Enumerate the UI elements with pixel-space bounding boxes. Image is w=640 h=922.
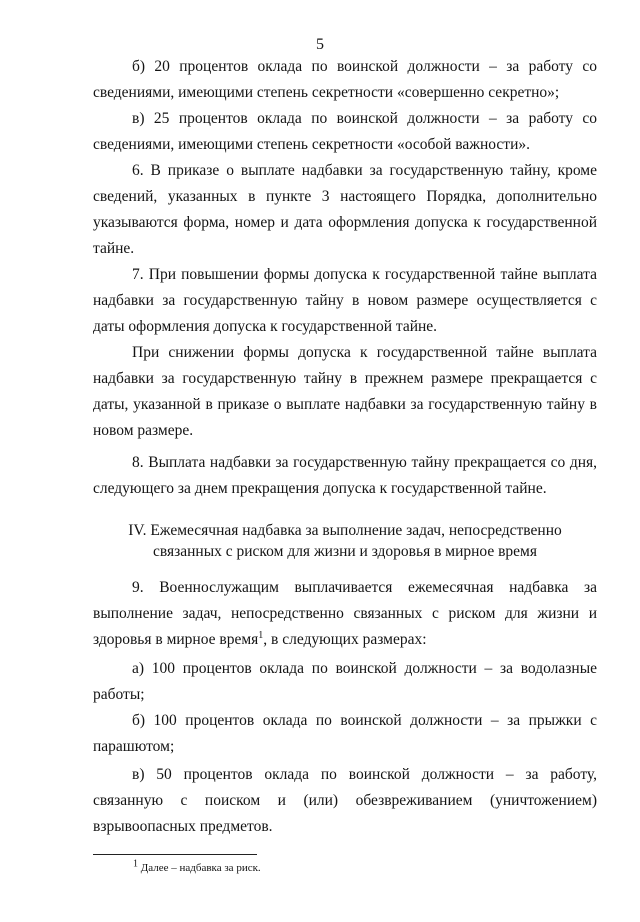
footnote-mark: 1 xyxy=(133,858,138,870)
paragraph-reduction: При снижении формы допуска к государственной тайне выплата надбавки за государственную тайну в прежнем размере прекращается с даты, указанной в приказе о выплате надбавки за государственную тайну в новом размере. xyxy=(93,344,597,439)
footnote-separator xyxy=(93,854,257,855)
footnote xyxy=(133,858,261,875)
section-heading-line2: связанных с риском для жизни и здоровья в мирное время xyxy=(153,543,537,560)
item-a-diving: а) 100 процентов оклада по воинской должности – за водолазные работы; xyxy=(93,660,597,703)
page-number: 5 xyxy=(316,36,324,53)
footnote-text: Далее – надбавка за риск. xyxy=(138,862,261,874)
paragraph-9-tail: , в следующих размерах: xyxy=(263,631,427,648)
section-heading-line1: IV. Ежемесячная надбавка за выполнение задач, непосредственно xyxy=(128,522,562,539)
paragraph-8: 8. Выплата надбавки за государственную тайну прекращается со дня, следующего за днем прекращения допуска к государственной тайне. xyxy=(93,454,597,497)
paragraph-9-text: 9. Военнослужащим выплачивается ежемесячная надбавка за выполнение задач, непосредственно связанных с риском для жизни и здоровья в мирное время xyxy=(93,579,597,648)
paragraph-7: 7. При повышении формы допуска к государственной тайне выплата надбавки за государственную тайну в новом размере осуществляется с даты оформления допуска к государственной тайне. xyxy=(93,266,597,335)
paragraph-v-25-percent: в) 25 процентов оклада по воинской должности – за работу со сведениями, имеющими степень секретности «особой важности». xyxy=(93,110,597,153)
paragraph-6: 6. В приказе о выплате надбавки за государственную тайну, кроме сведений, указанных в пункте 3 настоящего Порядка, дополнительно указываются форма, номер и дата оформления допуска к государственной тайне. xyxy=(93,162,597,257)
paragraph-b-20-percent: б) 20 процентов оклада по воинской должности – за работу со сведениями, имеющими степень секретности «совершенно секретно»; xyxy=(93,58,597,101)
section-heading xyxy=(93,520,597,562)
footnote-reference: 1 xyxy=(258,629,264,641)
item-v-explosives: в) 50 процентов оклада по воинской должности – за работу, связанную с поиском и (или) обезвреживанием (уничтожением) взрывоопасных предметов. xyxy=(93,766,597,835)
paragraph-9 xyxy=(93,575,597,653)
item-b-parachute: б) 100 процентов оклада по воинской должности – за прыжки с парашютом; xyxy=(93,712,597,755)
